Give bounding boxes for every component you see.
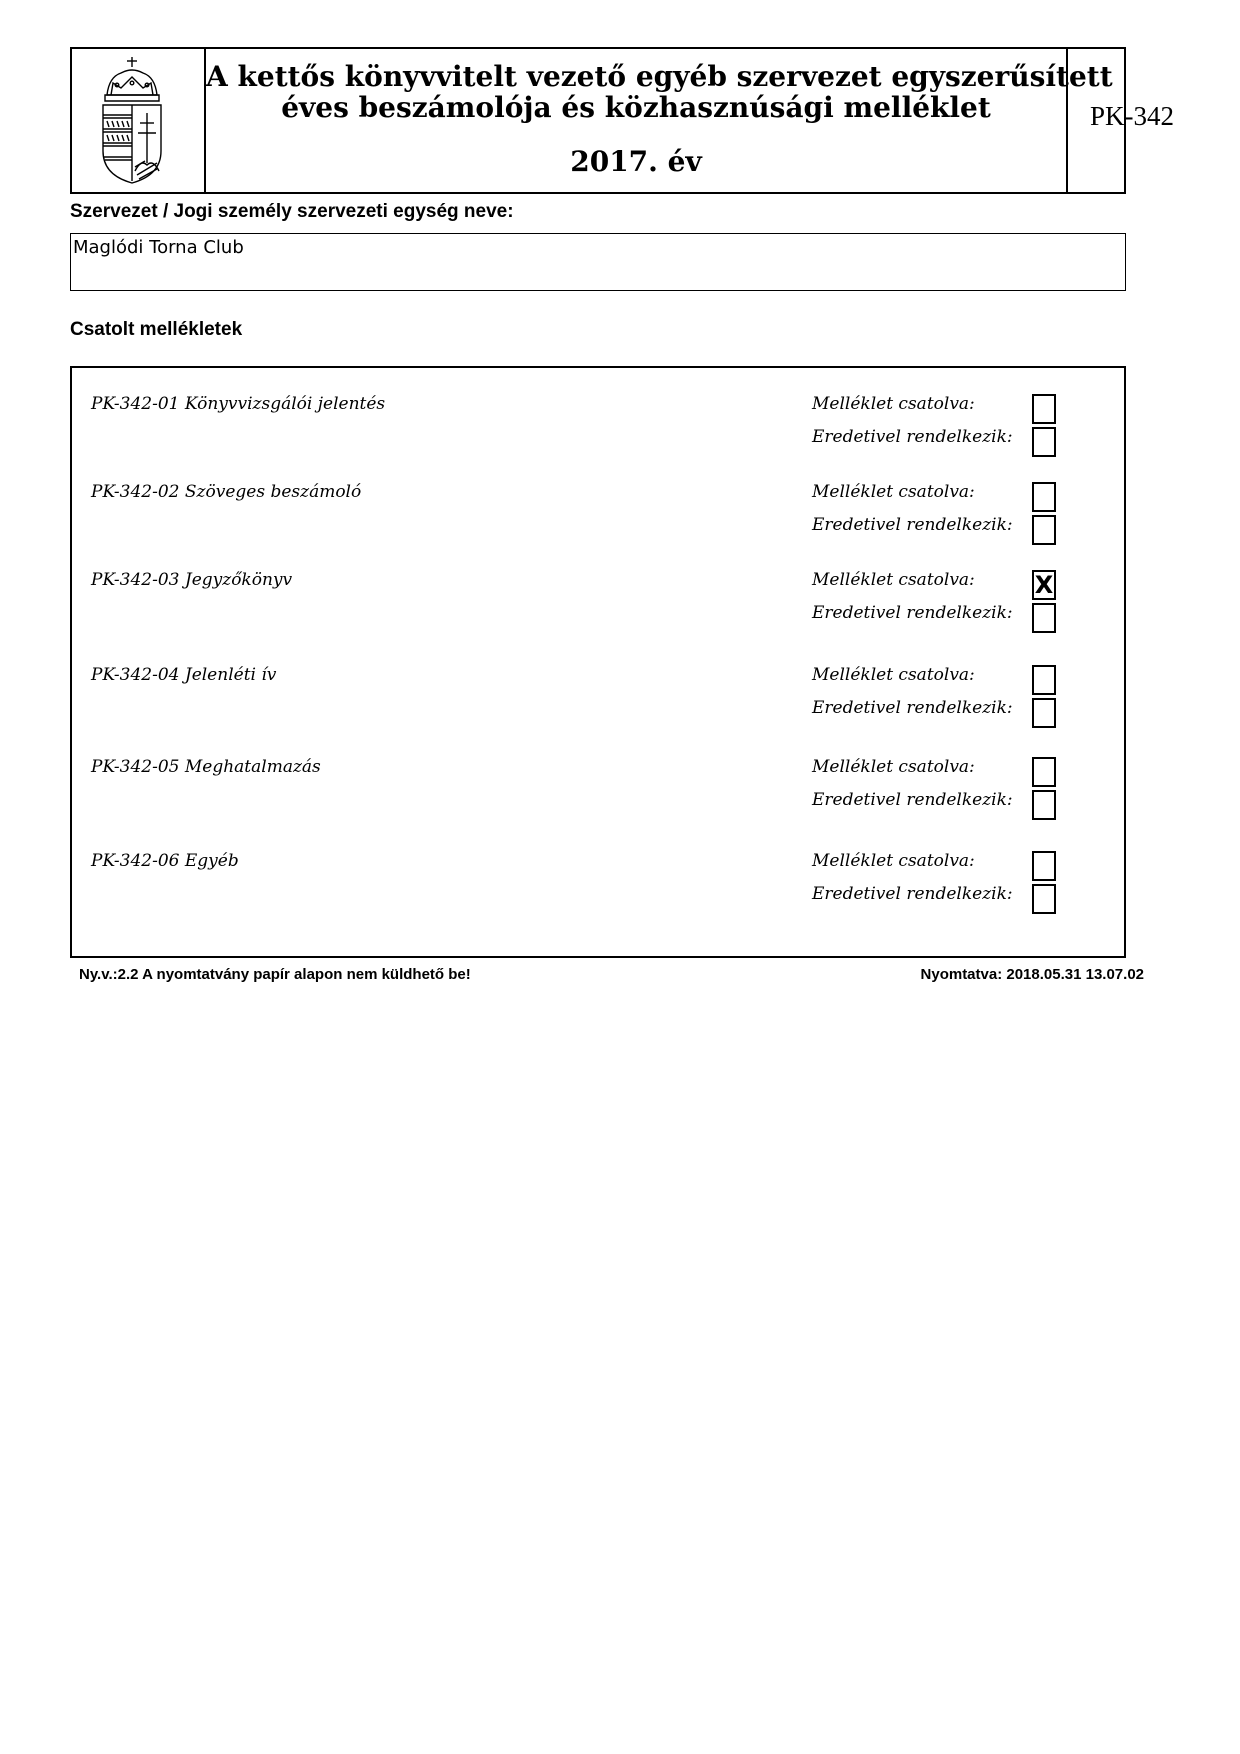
form-header (70, 47, 1175, 194)
attachment-name: PK-342-05 Meghatalmazás (91, 757, 321, 777)
title-line-2: éves beszámolója és közhasznúsági melléklet (281, 91, 991, 124)
attachment-name: PK-342-04 Jelenléti ív (91, 665, 277, 685)
attached-label: Melléklet csatolva: (812, 851, 975, 871)
organization-label: Szervezet / Jogi személy szervezeti egység neve: (70, 201, 514, 222)
attached-checkbox[interactable] (1032, 757, 1056, 787)
attached-checkbox[interactable] (1032, 482, 1056, 512)
original-checkbox[interactable] (1032, 603, 1056, 633)
attached-checkbox[interactable] (1032, 851, 1056, 881)
original-label: Eredetivel rendelkezik: (812, 698, 1013, 718)
original-label: Eredetivel rendelkezik: (812, 427, 1013, 447)
original-checkbox[interactable] (1032, 427, 1056, 457)
attachment-name: PK-342-02 Szöveges beszámoló (91, 482, 362, 502)
organization-name-value: Maglódi Torna Club (73, 237, 244, 258)
attached-label: Melléklet csatolva: (812, 757, 975, 777)
form-year: 2017. év (570, 145, 702, 178)
original-checkbox[interactable] (1032, 698, 1056, 728)
footer-version-note: Ny.v.:2.2 A nyomtatvány papír alapon nem küldhető be! (79, 966, 471, 983)
attached-checkbox[interactable] (1032, 394, 1056, 424)
emblem-cell (72, 49, 206, 192)
attached-checkbox[interactable]: X (1032, 570, 1056, 600)
attachments-panel (70, 366, 1126, 958)
attachments-label: Csatolt mellékletek (70, 319, 243, 340)
attached-label: Melléklet csatolva: (812, 570, 975, 590)
original-label: Eredetivel rendelkezik: (812, 515, 1013, 535)
original-checkbox[interactable] (1032, 884, 1056, 914)
attached-label: Melléklet csatolva: (812, 665, 975, 685)
footer-print-timestamp: Nyomtatva: 2018.05.31 13.07.02 (920, 966, 1144, 983)
original-label: Eredetivel rendelkezik: (812, 790, 1013, 810)
attachment-name: PK-342-03 Jegyzőkönyv (91, 570, 293, 590)
form-title (206, 49, 1113, 192)
original-label: Eredetivel rendelkezik: (812, 884, 1013, 904)
attached-label: Melléklet csatolva: (812, 482, 975, 502)
original-checkbox[interactable] (1032, 515, 1056, 545)
coat-of-arms-icon (97, 55, 167, 187)
form-code-cell (1066, 49, 1175, 192)
attached-checkbox[interactable] (1032, 665, 1056, 695)
attachment-name: PK-342-01 Könyvvizsgálói jelentés (91, 394, 386, 414)
original-checkbox[interactable] (1032, 790, 1056, 820)
form-code: PK-342 (1090, 101, 1175, 131)
organization-name-field[interactable] (70, 233, 1126, 291)
original-label: Eredetivel rendelkezik: (812, 603, 1013, 623)
title-line-1: A kettős könyvvitelt vezető egyéb szervezet egyszerűsített (206, 60, 1113, 93)
attached-label: Melléklet csatolva: (812, 394, 975, 414)
attachment-name: PK-342-06 Egyéb (91, 851, 239, 871)
